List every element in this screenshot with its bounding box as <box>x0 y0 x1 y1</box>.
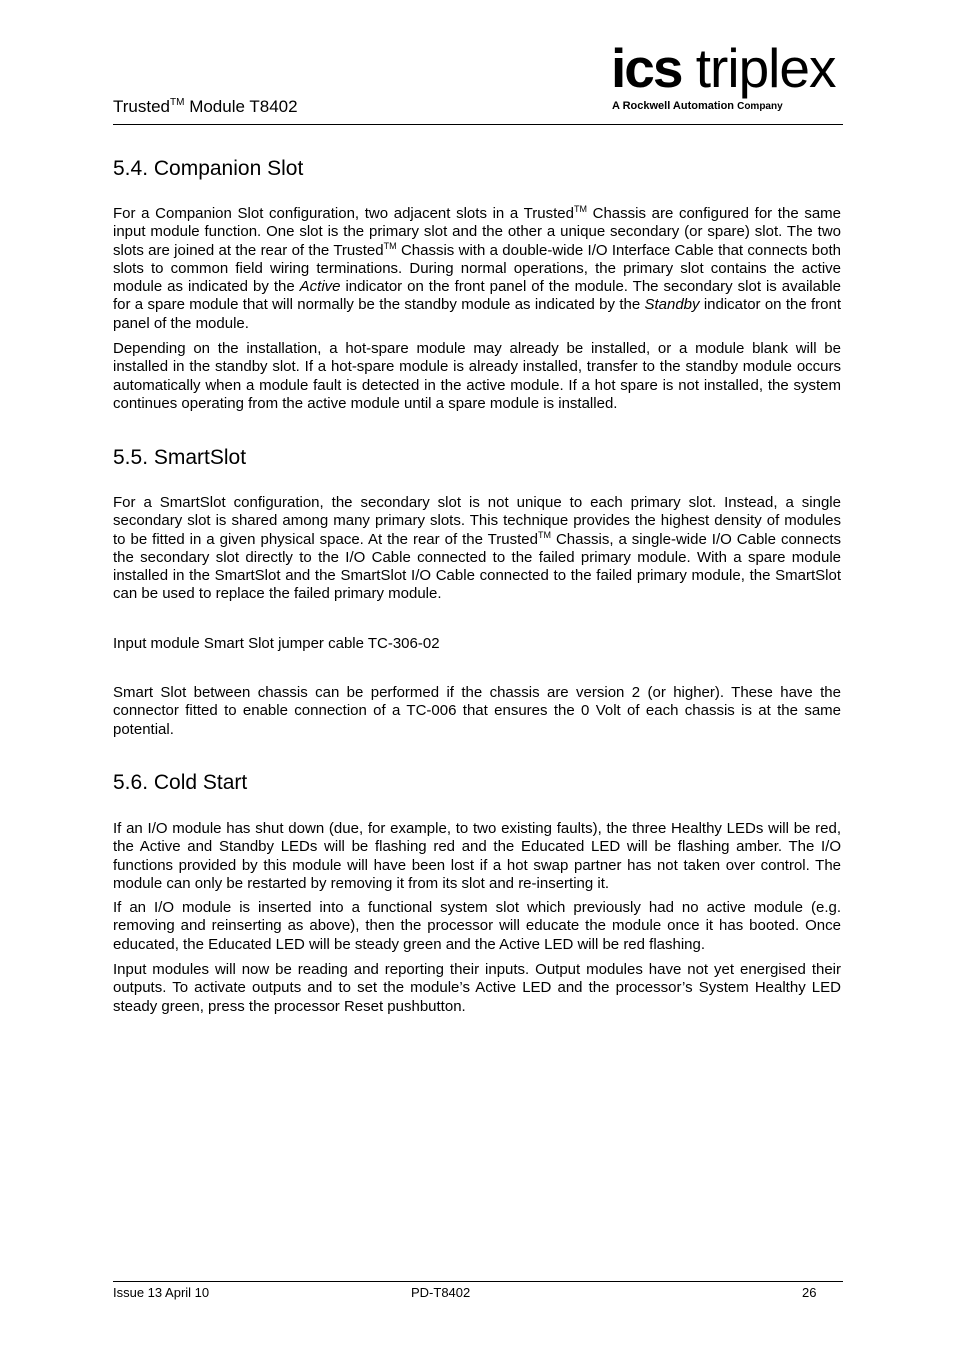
smartslot-paragraph-3: Smart Slot between chassis can be performed if the chassis are version 2 (or higher). These have the connector fitted to enable connection of a TC-006 that ensures the 0 Volt of each chassis is at the same potential. <box>113 684 841 738</box>
footer-issue: Issue 13 April 10 <box>113 1285 210 1300</box>
logo-ics-text: ics <box>611 37 682 99</box>
trademark-superscript: TM <box>573 204 587 214</box>
smartslot-paragraph-1 <box>113 494 841 604</box>
trademark-superscript: TM <box>170 97 185 108</box>
cold-start-paragraph-2: If an I/O module is inserted into a functional system slot which previously had no active module (e.g. removing and reinserting as above), then the processor will educate the module once it has booted. Once educated, the Educated LED will be steady green and the Active LED will be red flashing. <box>113 899 841 953</box>
logo-tagline-company: Company <box>737 101 783 112</box>
text-run: Chassis with a double-wide I/O Interface Cable that connects both slots to common field wiring terminations. During normal operations, the primary slot contains the active module as indicated by the <box>113 241 841 296</box>
header-title-prefix: Trusted <box>113 97 171 116</box>
text-run: Chassis, a single-wide I/O Cable connects the secondary slot directly to the I/O Cable connected to the failed primary module. With a spare module installed in the SmartSlot and the SmartSlot I/O Cable connected to the failed primary module, the SmartSlot can be used to replace the failed primary module. <box>113 530 841 603</box>
section-heading-cold-start: 5.6. Cold Start <box>113 771 248 794</box>
header-divider <box>113 124 843 125</box>
logo-wordmark <box>611 38 835 98</box>
trademark-superscript: TM <box>383 240 397 251</box>
page-header-title <box>113 97 298 117</box>
section-heading-smartslot: 5.5. SmartSlot <box>113 446 247 469</box>
text-run: indicator on the front panel of the module. The secondary slot is available for a spare module that will normally be the standby module as indicated by the <box>113 278 841 314</box>
logo-triplex-text: triplex <box>695 37 836 99</box>
cold-start-paragraph-3: Input modules will now be reading and reporting their inputs. Output modules have not yet energised their outputs. To activate outputs and to set the module’s Active LED and the processor’s System Healthy LED steady green, press the processor Reset pushbutton. <box>113 961 841 1015</box>
text-run: indicator on the front panel of the module. <box>113 296 841 332</box>
emphasis-standby: Standby <box>644 296 700 314</box>
text-run: For a Companion Slot configuration, two adjacent slots in a Trusted <box>113 205 574 222</box>
header-title-suffix: Module T8402 <box>184 97 298 116</box>
logo-tagline-brand: A Rockwell Automation <box>612 100 735 112</box>
section-heading-companion-slot: 5.4. Companion Slot <box>113 157 304 180</box>
text-run: Chassis are configured for the same input module function. One slot is the primary slot and the other a unique secondary (or spare) slot. The two slots are joined at the rear of the Trusted <box>113 205 841 259</box>
ics-triplex-logo <box>611 38 843 118</box>
footer-divider <box>113 1281 843 1282</box>
trademark-superscript: TM <box>537 529 551 540</box>
text-run: For a SmartSlot configuration, the secondary slot is not unique to each primary slot. Instead, a single secondary slot is shared among many primary slots. This technique provides the highest density of modules to be fitted in a given physical space. At the rear of the Trusted <box>113 494 841 548</box>
logo-tagline <box>612 100 783 112</box>
footer-doc-id: PD-T8402 <box>411 1285 471 1300</box>
companion-slot-paragraph-2: Depending on the installation, a hot-spare module may already be installed, or a module blank will be installed in the standby slot. If a hot-spare module is already installed, transfer to the standby module occurs automatically when a module fault is detected in the active module. If a hot spare is not installed, the system continues operating from the active module until a spare module is installed. <box>113 340 841 412</box>
companion-slot-paragraph-1 <box>113 205 841 333</box>
cold-start-paragraph-1: If an I/O module has shut down (due, for example, to two existing faults), the three Healthy LEDs will be red, the Active and Standby LEDs will be flashing red and the Educated LED will be flashing amber. The I/O functions provided by this module will have been lost if a hot swap partner has not taken over control. The module can only be restarted by removing it from its slot and re-inserting it. <box>113 820 841 892</box>
footer-page-number: 26 <box>802 1285 817 1300</box>
smartslot-jumper-cable-note: Input module Smart Slot jumper cable TC-306-02 <box>113 635 440 652</box>
emphasis-active: Active <box>299 278 341 296</box>
